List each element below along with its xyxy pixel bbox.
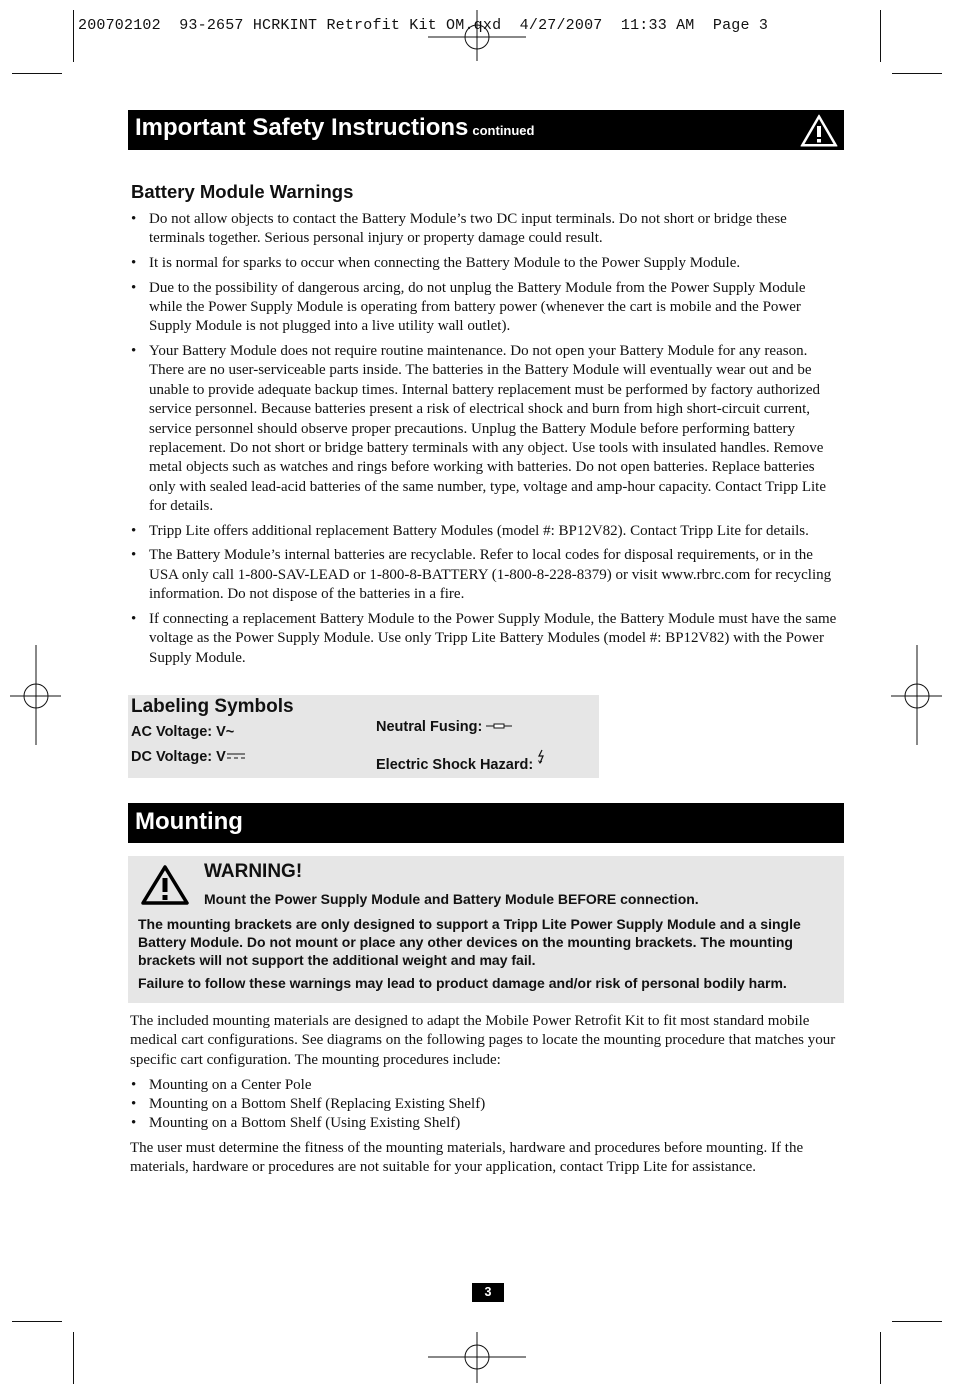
list-item: • Tripp Lite offers additional replacement Battery Modules (model #: BP12V82). Contact Tripp Lite for details. <box>130 522 842 541</box>
continued-label: continued <box>472 123 535 138</box>
battery-warnings-heading: Battery Module Warnings <box>131 181 354 202</box>
mounting-closing: The user must determine the fitness of the mounting materials, hardware and procedures before mounting. If the materials, hardware or procedures are not suitable for your application, contact Tripp Lite for assistance. <box>130 1140 804 1176</box>
registration-mark-bottom <box>428 1332 528 1384</box>
warning-triangle-icon <box>799 113 839 148</box>
mounting-procedures-list <box>130 1076 485 1134</box>
list-item: • Due to the possibility of dangerous arcing, do not unplug the Battery Module from the Power Supply Module while the Power Supply Module is operating from battery power (whenever the cart is mobile and the Power Supply Module is not plugged into a live utility wall outlet). <box>130 279 842 337</box>
print-slug-line: 200702102 93-2657 HCRKINT Retrofit Kit OM.qxd 4/27/2007 11:33 AM Page 3 <box>78 17 769 34</box>
registration-mark-top <box>428 10 528 62</box>
warning-triangle-icon <box>140 864 190 906</box>
crop-mark <box>880 1332 881 1384</box>
dc-voltage-label: DC Voltage: V <box>131 749 226 765</box>
shock-hazard-row <box>376 749 545 773</box>
labeling-symbols-heading: Labeling Symbols <box>131 696 294 717</box>
crop-mark <box>880 10 881 62</box>
list-item: • It is normal for sparks to occur when connecting the Battery Module to the Power Supply Module. <box>130 254 842 273</box>
crop-mark <box>892 73 942 74</box>
ac-voltage-label: AC Voltage: V~ <box>131 724 235 740</box>
registration-mark-left <box>10 645 62 745</box>
shock-hazard-label: Electric Shock Hazard: <box>376 757 534 773</box>
neutral-fusing-row <box>376 719 512 735</box>
neutral-fusing-label: Neutral Fusing: <box>376 719 483 735</box>
mounting-warning-box <box>128 856 844 1003</box>
safety-header-bar <box>128 110 844 150</box>
list-item: • Your Battery Module does not require routine maintenance. Do not open your Battery Module for any reason. There are no user-serviceable parts inside. The batteries in the Battery Module will eventually wear out and be unable to provide adequate backup times. Internal battery replacement must be performed by factory authorized service personnel. Because batteries present a risk of electrical shock and burn from high short-circuit current, service personnel should observe proper precautions. Unplug the Battery Module before performing battery replacement. Do not short or bridge battery terminals with any object. Use tools with insulated handles. Remove metal objects such as watches and rings before working with batteries. Do not open batteries. Replace batteries only with sealed lead-acid batteries of the same number, type, voltage and amp-hour capacity. Contact Tripp Lite for details. <box>130 342 842 517</box>
crop-mark <box>73 10 74 62</box>
safety-title: Important Safety Instructions <box>135 114 469 141</box>
warning-brackets-text: The mounting brackets are only designed to support a Tripp Lite Power Supply Module and a single Battery Module. Do not mount or place any other devices on the mounting brackets. The mounting brackets will not support the additional weight and may fail. <box>138 916 801 968</box>
crop-mark <box>892 1321 942 1322</box>
fuse-symbol-icon <box>486 721 512 731</box>
lightning-bolt-icon <box>537 749 545 765</box>
warning-mount-before: Mount the Power Supply Module and Battery Module BEFORE connection. <box>204 891 699 907</box>
crop-mark <box>12 1321 62 1322</box>
list-item: • If connecting a replacement Battery Module to the Power Supply Module, the Battery Module must have the same voltage as the Power Supply Module. Use only Tripp Lite Battery Modules (model #: BP12V82) with the Power Supply Module. <box>130 610 842 668</box>
crop-mark <box>12 73 62 74</box>
dc-symbol-icon <box>226 751 246 761</box>
list-item: • Do not allow objects to contact the Battery Module’s two DC input terminals. Do not short or bridge these terminals together. Serious personal injury or property damage could result. <box>130 210 842 249</box>
warning-title: WARNING! <box>204 861 303 882</box>
list-item: • The Battery Module’s internal batteries are recyclable. Refer to local codes for disposal requirements, or in the USA only call 1-800-SAV-LEAD or 1-800-8-BATTERY (1-800-8-228-8379) or visit www.rbrc.com for recycling information. Do not dispose of the batteries in a fire. <box>130 546 842 604</box>
registration-mark-right <box>891 645 943 745</box>
mounting-intro: The included mounting materials are designed to adapt the Mobile Power Retrofit Kit to fit most standard mobile medical cart configurations. See diagrams on the following pages to locate the mounting procedure that matches your specific cart configuration. The mounting procedures include: <box>130 1013 836 1068</box>
list-item: • Mounting on a Bottom Shelf (Replacing Existing Shelf) <box>130 1095 485 1114</box>
mounting-header-bar <box>128 803 844 843</box>
list-item: • Mounting on a Center Pole <box>130 1076 485 1095</box>
dc-voltage-row <box>131 749 246 765</box>
page-title <box>135 114 534 142</box>
crop-mark <box>73 1332 74 1384</box>
battery-warnings-list <box>130 210 842 673</box>
page-number: 3 <box>472 1283 504 1302</box>
labeling-symbols-box <box>128 695 599 778</box>
mounting-title: Mounting <box>135 808 243 835</box>
list-item: • Mounting on a Bottom Shelf (Using Existing Shelf) <box>130 1114 485 1133</box>
warning-failure-text: Failure to follow these warnings may lead to product damage and/or risk of personal bodily harm. <box>138 975 787 991</box>
